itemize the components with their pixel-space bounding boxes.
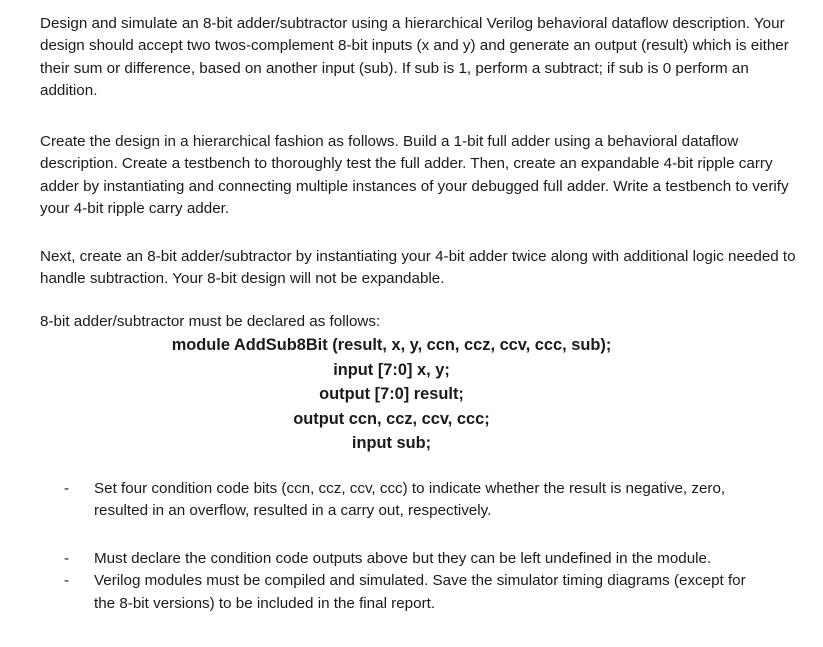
bullet-text: Must declare the condition code outputs above but they can be left undefined in the module. <box>94 549 712 567</box>
list-item <box>0 478 754 523</box>
list-item <box>0 548 754 570</box>
code-line-output-result: output [7:0] result; <box>319 385 464 404</box>
bullet-dash: - <box>64 549 70 567</box>
hierarchy-paragraph: Create the design in a hierarchical fashion as follows. Build a 1-bit full adder using a behavioral dataflow description. Create a testbench to thoroughly test the full adder. Then, create an expandable 4-bit ripple carry adder by instantiating and connecting multiple instances of your debugged full adder. Write a testbench to verify your 4-bit ripple carry adder. <box>40 133 789 218</box>
bullet-text: Set four condition code bits (ccn, ccz, ccv, ccc) to indicate whether the result is negative, zero, resulted in an overflow, resulted in a carry out, respectively. <box>94 480 726 520</box>
bullet-dash: - <box>64 480 70 497</box>
bullet-dash: - <box>64 572 70 590</box>
list-item <box>0 570 754 615</box>
next-step-paragraph: Next, create an 8-bit adder/subtractor by instantiating your 4-bit adder twice along with additional logic needed to handle subtraction. Your 8-bit design will not be expandable. <box>40 248 796 288</box>
code-line-module: module AddSub8Bit (result, x, y, ccn, ccz, ccv, ccc, sub); <box>171 336 612 354</box>
code-line-input-xy: input [7:0] x, y; <box>333 360 450 379</box>
intro-paragraph: Design and simulate an 8-bit adder/subtractor using a hierarchical Verilog behavioral dataflow description. Your design should accept two twos-complement 8-bit inputs (x and y) and generate an output (result) which is either their sum or difference, based on another input (sub). If sub is 1, perform a subtract; if sub is 0 perform an addition. <box>40 15 789 100</box>
declaration-intro: 8-bit adder/subtractor must be declared as follows: <box>40 313 381 330</box>
bullet-text: Verilog modules must be compiled and simulated. Save the simulator timing diagrams (except for the 8-bit versions) to be included in the final report. <box>94 572 746 612</box>
code-line-output-cc: output ccn, ccz, ccv, ccc; <box>293 409 490 428</box>
module-declaration-block <box>0 333 823 456</box>
code-line-input-sub: input sub; <box>351 434 432 453</box>
requirements-list <box>0 478 823 615</box>
